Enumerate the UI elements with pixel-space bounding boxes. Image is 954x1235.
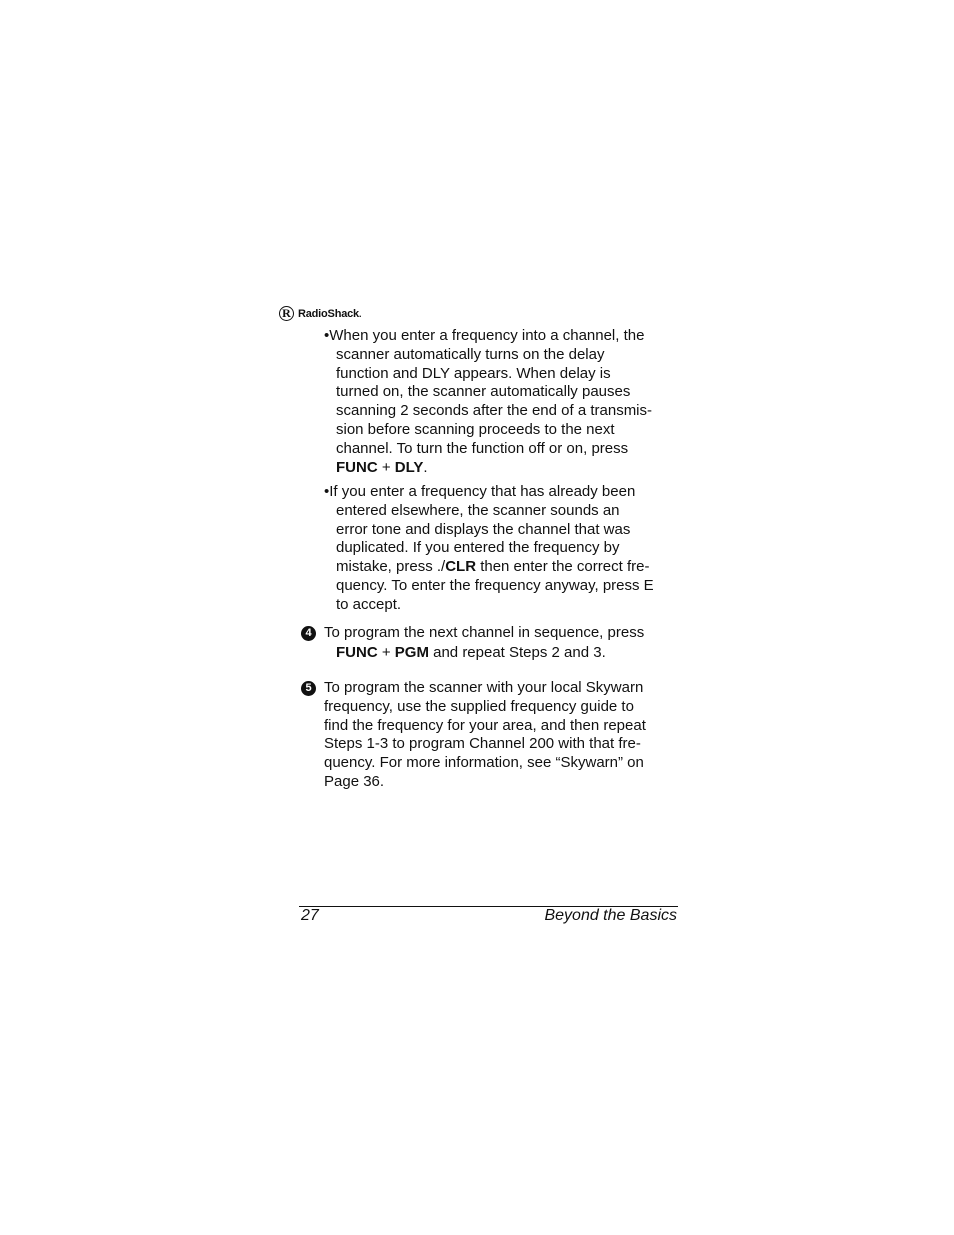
text-line: entered elsewhere, the scanner sounds an <box>336 501 620 519</box>
step-number-4-icon: 4 <box>301 626 316 641</box>
bullet-duplicate <box>324 483 684 615</box>
logo-wordmark: RadioShack. <box>298 307 362 320</box>
text-line: find the frequency for your area, and then repeat <box>324 716 646 734</box>
text-line: FUNC + DLY. <box>336 458 428 476</box>
section-title: Beyond the Basics <box>544 907 677 924</box>
text-line: quency. To enter the frequency anyway, press E <box>336 576 654 594</box>
step-5 <box>301 679 681 792</box>
text-line: mistake, press ./CLR then enter the correct fre- <box>336 558 650 576</box>
text-line: to accept. <box>336 595 402 613</box>
key-func: FUNC <box>336 643 378 661</box>
text-line: duplicated. If you entered the frequency by <box>336 539 620 557</box>
step-4 <box>301 624 681 663</box>
text-line: turned on, the scanner automatically pauses <box>336 383 631 401</box>
text-line: •If you enter a frequency that has already been <box>324 483 636 500</box>
page-number: 27 <box>301 907 319 924</box>
text-line: •When you enter a frequency into a channel, the <box>324 327 645 344</box>
text-line: function and DLY appears. When delay is <box>336 364 611 382</box>
text-line: Steps 1-3 to program Channel 200 with that fre- <box>324 735 641 753</box>
text-line: 4 To program the next channel in sequence, press <box>301 624 681 643</box>
step-number-5-icon: 5 <box>301 681 316 696</box>
bullet-delay <box>324 327 684 477</box>
text-line: 5 To program the scanner with your local Skywarn <box>301 679 681 698</box>
text-line: quency. For more information, see “Skywarn” on <box>324 754 644 772</box>
text-line: error tone and displays the channel that was <box>336 520 631 538</box>
key-dly: DLY <box>394 458 424 476</box>
text-line: sion before scanning proceeds to the next <box>336 420 615 438</box>
text-line: scanner automatically turns on the delay <box>336 345 605 363</box>
text-line: frequency, use the supplied frequency guide to <box>324 697 634 715</box>
text-line: channel. To turn the function off or on, press <box>336 439 629 457</box>
text-line: scanning 2 seconds after the end of a transmis- <box>336 402 653 420</box>
key-func: FUNC <box>336 458 378 476</box>
key-clr: CLR <box>445 558 477 576</box>
key-pgm: PGM <box>394 643 429 661</box>
text-line: Page 36. <box>324 772 385 790</box>
text-line: FUNC + PGM and repeat Steps 2 and 3. <box>336 643 606 661</box>
registered-r-icon: R <box>279 306 294 321</box>
radioshack-logo <box>279 306 361 321</box>
page-footer <box>301 906 677 926</box>
